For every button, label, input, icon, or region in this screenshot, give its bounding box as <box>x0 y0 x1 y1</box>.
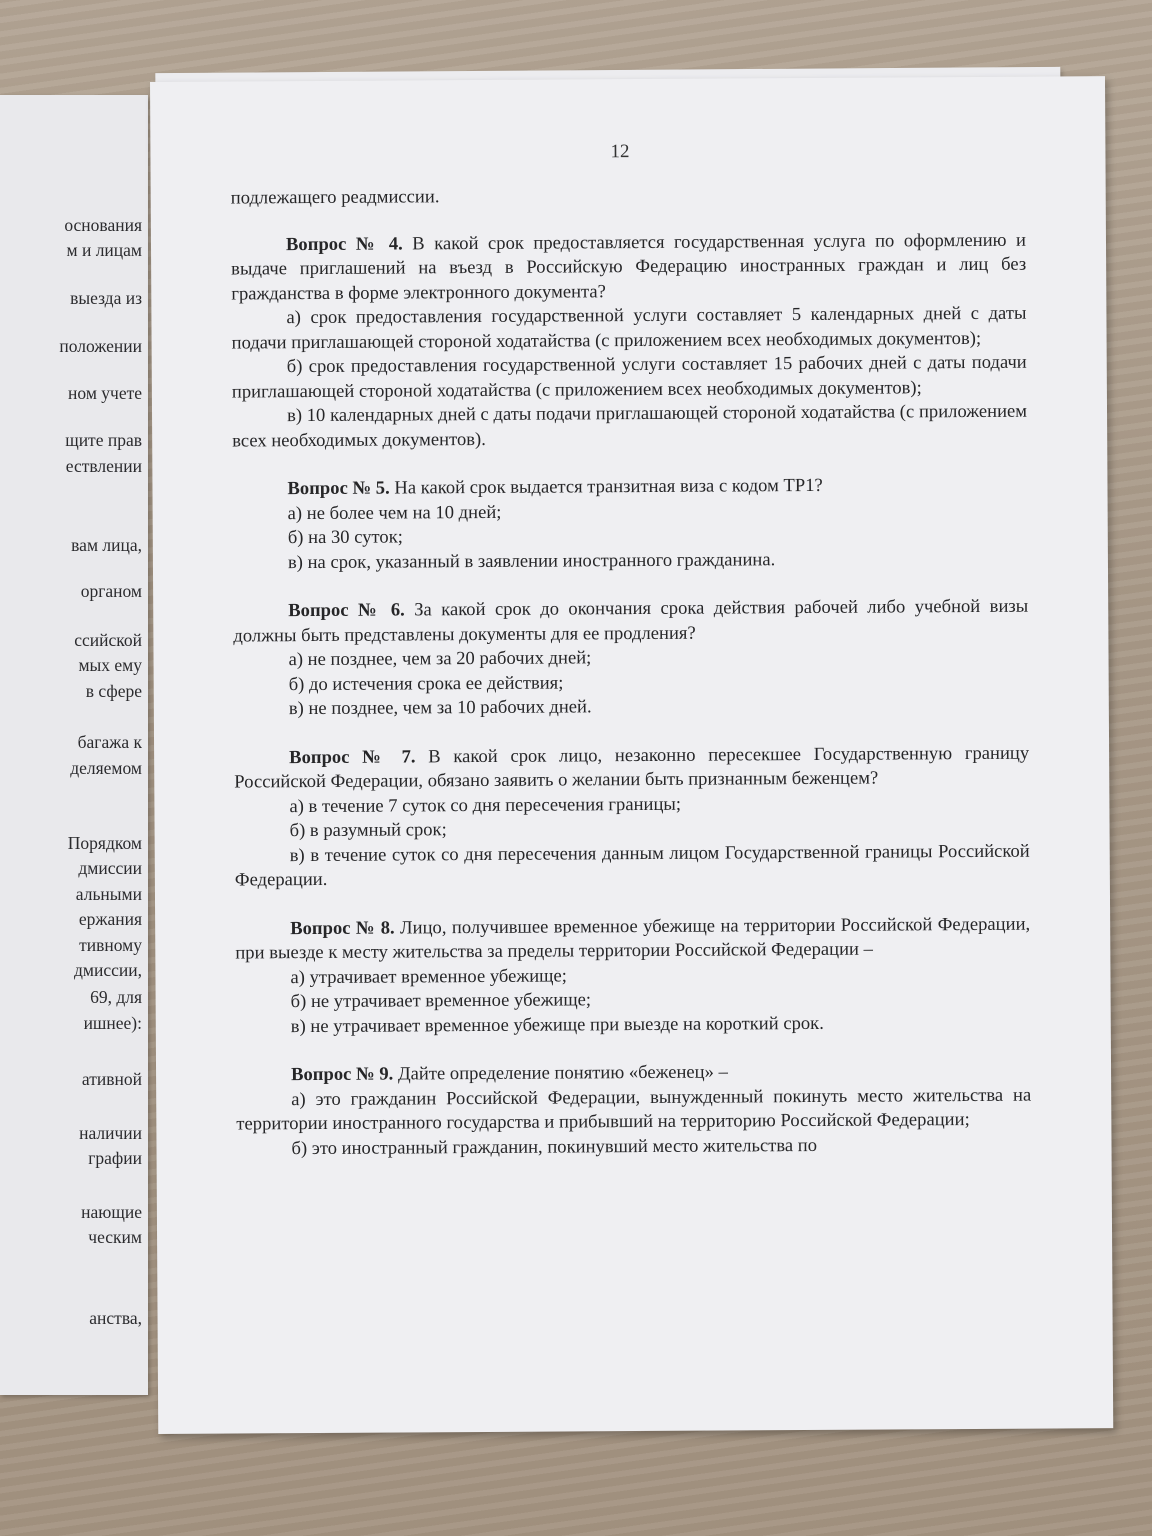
question-body: На какой срок выдается транзитная виза с кодом ТР1? <box>394 474 823 499</box>
question-label: Вопрос № 4. <box>285 232 403 255</box>
left-line: альными <box>75 884 142 904</box>
question-body: Лицо, получившее временное убежище на территории Российской Федерации, при выезде к месту жительства за пределы территории Российской Федерации – <box>235 913 1031 964</box>
question-text <box>233 595 1028 649</box>
left-line: основания <box>64 215 142 235</box>
answer-option: в) не позднее, чем за 10 рабочих дней. <box>288 696 592 720</box>
answer-option: в) не утрачивает временное убежище при выезде на короткий срок. <box>290 1012 824 1037</box>
answer-option: в) в течение суток со дня пересечения данным лицом Государственной границы Российской Федерации. <box>234 840 1030 891</box>
question-4 <box>231 228 1027 453</box>
left-line: органом <box>80 581 142 601</box>
left-line: ческим <box>88 1227 142 1247</box>
left-line: Порядком <box>67 833 142 853</box>
question-body: Дайте определение понятию «беженец» – <box>397 1061 728 1085</box>
question-body: За какой срок до окончания срока действия рабочей либо учебной визы должны быть представлены документы для ее продления? <box>233 595 1029 647</box>
page-content <box>231 182 1032 1186</box>
question-6 <box>233 595 1029 722</box>
left-line: анства, <box>89 1308 142 1328</box>
left-line: ссийской <box>74 630 142 650</box>
answer-option: в) 10 календарных дней с даты подачи приглашающей стороной ходатайства (с приложением всех необходимых документов). <box>232 400 1028 452</box>
left-line: багажа к <box>77 732 142 752</box>
left-line: ативной <box>81 1069 142 1089</box>
answer-option: б) срок предоставления государственной услуги составляет 15 рабочих дней с даты подачи приглашающей стороной ходатайства (с приложением всех необходимых документов); <box>231 351 1027 403</box>
left-line: мых ему <box>78 655 142 675</box>
left-line: положении <box>59 336 142 356</box>
left-page <box>0 95 148 1395</box>
question-text <box>231 228 1026 306</box>
question-9 <box>236 1059 1032 1162</box>
left-line: вам лица, <box>71 535 142 555</box>
answer-option: б) на 30 суток; <box>287 526 403 549</box>
left-line: выезда из <box>70 288 142 308</box>
question-label: Вопрос № 5. <box>287 477 390 500</box>
question-text <box>235 912 1030 966</box>
answer-option: а) срок предоставления государственной услуги составляет 5 календарных дней с даты подачи приглашающей стороной ходатайства (с приложением всех необходимых документов); <box>231 302 1027 354</box>
question-label: Вопрос № 9. <box>291 1063 394 1086</box>
left-line: ержания <box>78 909 142 929</box>
left-line: тивному <box>79 935 142 955</box>
left-line: дмиссии, <box>74 960 142 980</box>
left-line: дмиссии <box>78 858 142 878</box>
lead-line: подлежащего реадмиссии. <box>230 186 440 209</box>
answer-option: в) на срок, указанный в заявлении иностранного гражданина. <box>287 548 776 573</box>
left-line: наличии <box>79 1123 142 1143</box>
answer-option: а) не более чем на 10 дней; <box>287 501 502 524</box>
answer-option: а) не позднее, чем за 20 рабочих дней; <box>288 647 592 671</box>
question-text <box>234 741 1029 795</box>
left-line: м и лицам <box>66 240 142 260</box>
answer-option: б) не утрачивает временное убежище; <box>290 989 592 1013</box>
page-number: 12 <box>610 141 630 163</box>
question-label: Вопрос № 8. <box>290 917 395 939</box>
answer-option: а) утрачивает временное убежище; <box>290 964 567 988</box>
question-body: В какой срок лицо, незаконно пересекшее Государственную границу Российской Федерации, обязано заявить о желании быть признанным беженцем? <box>234 742 1030 793</box>
answer-option: б) до истечения срока ее действия; <box>288 671 564 695</box>
answer-option: б) это иностранный гражданин, покинувший место жительства по <box>291 1134 818 1159</box>
left-line: деляемом <box>70 758 142 778</box>
answer-option: а) это гражданин Российской Федерации, вынужденный покинуть место жительства на территории иностранного государства и прибывший на территорию Российской Федерации; <box>236 1084 1032 1135</box>
answer-option: б) в разумный срок; <box>289 819 447 842</box>
question-label: Вопрос № 7. <box>289 745 416 768</box>
left-line: ишнее): <box>83 1013 142 1033</box>
left-line: щите прав <box>65 430 142 450</box>
left-line: 69, для <box>90 987 142 1007</box>
left-line: ествлении <box>65 456 142 476</box>
left-line: графии <box>88 1148 142 1168</box>
left-line: в сфере <box>85 681 142 701</box>
question-body: В какой срок предоставляется государственная услуга по оформлению и выдаче приглашений на въезд в Российскую Федерацию иностранных граждан и лиц без гражданства в форме электронного документа? <box>231 229 1027 305</box>
question-label: Вопрос № 6. <box>288 599 405 622</box>
question-7 <box>234 741 1030 893</box>
answer-option: а) в течение 7 суток со дня пересечения границы; <box>289 793 682 817</box>
right-page <box>150 76 1113 1434</box>
question-8 <box>235 912 1031 1039</box>
left-line: нающие <box>81 1202 142 1222</box>
question-5 <box>232 473 1028 576</box>
left-line: ном учете <box>68 383 142 403</box>
